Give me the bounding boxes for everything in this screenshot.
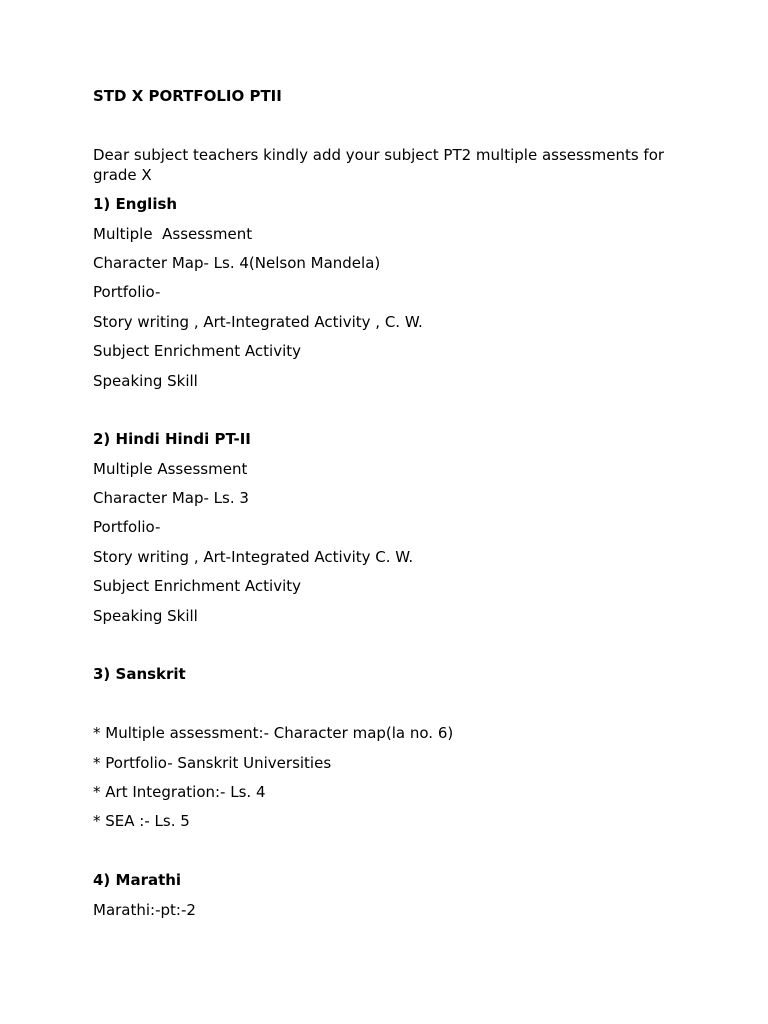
english-line: Subject Enrichment Activity [93, 342, 302, 361]
sanskrit-line: * Art Integration:- Ls. 4 [93, 782, 266, 801]
hindi-line: Speaking Skill [93, 606, 198, 625]
hindi-line: Story writing , Art-Integrated Activity C. W. [93, 547, 414, 566]
spacer [93, 635, 693, 664]
marathi-line: Marathi:-pt:-2 [93, 900, 196, 919]
section-heading-english: 1) English [93, 195, 178, 214]
document-page [93, 86, 693, 929]
intro-paragraph: Dear subject teachers kindly add your subject PT2 multiple assessments for grade X [93, 145, 665, 184]
english-line: Portfolio- [93, 283, 161, 302]
english-line: Story writing , Art-Integrated Activity , C. W. [93, 312, 423, 331]
document-title: STD X PORTFOLIO PTII [93, 87, 282, 105]
spacer [93, 841, 693, 870]
hindi-line: Multiple Assessment [93, 459, 248, 478]
section-heading-hindi: 2) Hindi Hindi PT-II [93, 430, 251, 449]
english-line: Speaking Skill [93, 371, 198, 390]
spacer [93, 115, 693, 144]
hindi-line: Portfolio- [93, 518, 161, 537]
sanskrit-line: * Portfolio- Sanskrit Universities [93, 753, 332, 772]
english-line: Character Map- Ls. 4(Nelson Mandela) [93, 253, 381, 272]
spacer [93, 694, 693, 723]
spacer [93, 400, 693, 429]
hindi-line: Subject Enrichment Activity [93, 577, 302, 596]
sanskrit-line: * SEA :- Ls. 5 [93, 812, 190, 831]
sanskrit-line: * Multiple assessment:- Character map(la no. 6) [93, 724, 454, 743]
hindi-line: Character Map- Ls. 3 [93, 489, 249, 508]
section-heading-marathi: 4) Marathi [93, 871, 182, 890]
english-line: Multiple Assessment [93, 224, 253, 243]
section-heading-sanskrit: 3) Sanskrit [93, 665, 186, 684]
